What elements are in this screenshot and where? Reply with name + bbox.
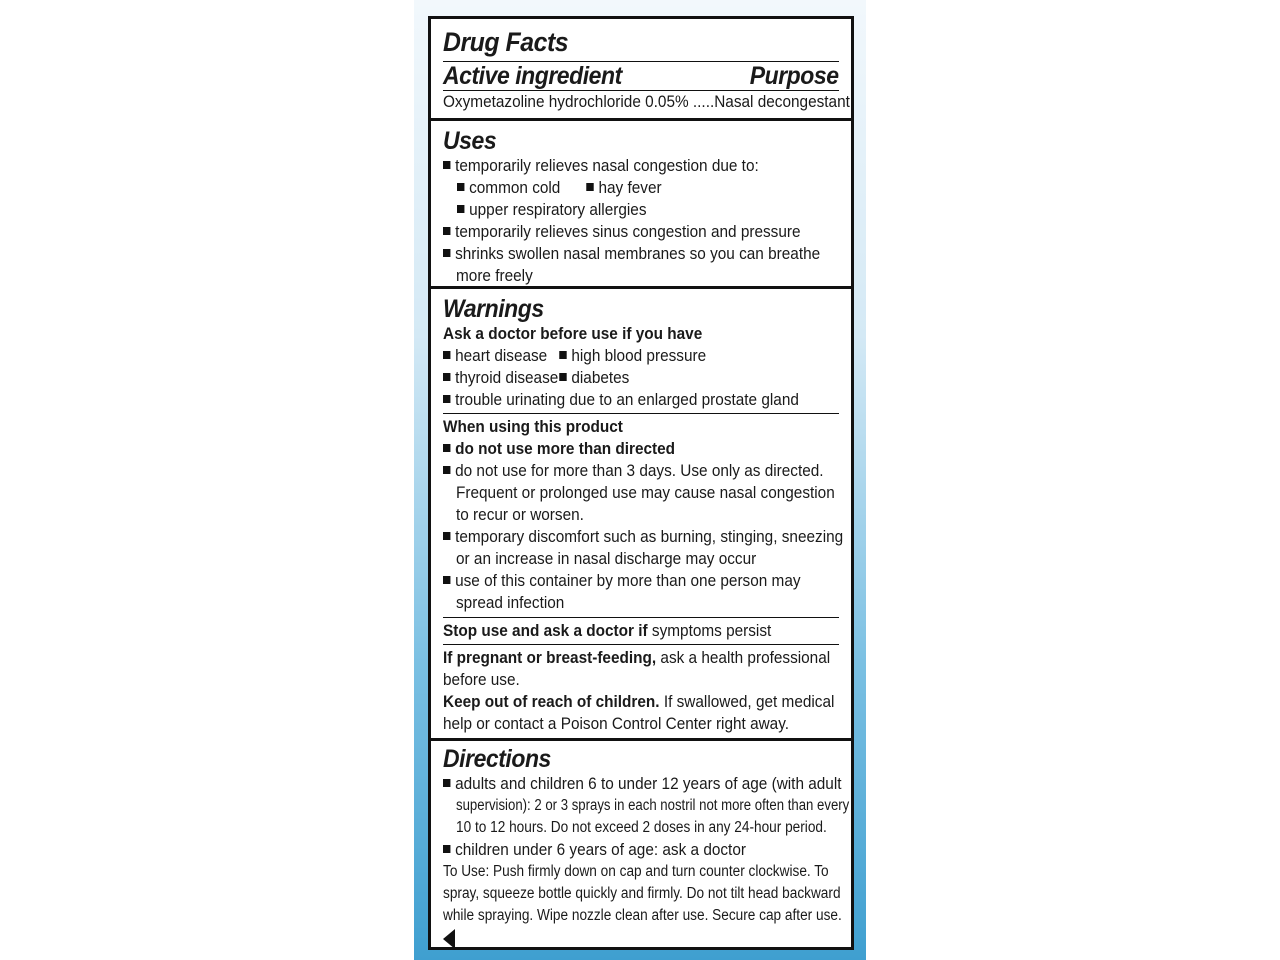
when-using-continuation: Frequent or prolonged use may cause nasal congestion bbox=[456, 484, 835, 502]
uses-item: temporarily relieves nasal congestion due to: bbox=[455, 157, 759, 175]
when-using-heading: When using this product bbox=[443, 418, 623, 436]
directions-heading: Directions bbox=[443, 745, 551, 773]
condition-item: heart disease bbox=[455, 347, 548, 365]
uses-sub-item: upper respiratory allergies bbox=[469, 201, 647, 219]
active-ingredient-section bbox=[431, 19, 851, 121]
drug-facts-title: Drug Facts bbox=[443, 27, 569, 57]
square-bullet-icon bbox=[443, 373, 450, 381]
to-use-text: spray, squeeze bottle quickly and firmly. Do not tilt head backward bbox=[443, 885, 841, 902]
condition-item: trouble urinating due to an enlarged prostate gland bbox=[455, 391, 799, 409]
square-bullet-icon bbox=[457, 205, 464, 213]
square-bullet-icon bbox=[443, 161, 450, 169]
warnings-divider bbox=[443, 644, 839, 645]
when-using-item: do not use for more than 3 days. Use only as directed. bbox=[455, 462, 824, 480]
square-bullet-icon bbox=[443, 227, 450, 235]
drug-facts-label bbox=[428, 16, 854, 950]
to-use-text: while spraying. Wipe nozzle clean after use. Secure cap after use. bbox=[443, 907, 842, 924]
directions-section bbox=[431, 741, 851, 947]
uses-item-continuation: more freely bbox=[456, 267, 533, 285]
uses-section bbox=[431, 121, 851, 289]
square-bullet-icon bbox=[443, 779, 450, 787]
keep-out-bold: Keep out of reach of children. bbox=[443, 693, 660, 711]
left-triangle-icon bbox=[443, 929, 455, 949]
when-using-item: use of this container by more than one person may bbox=[455, 572, 801, 590]
keep-out-text-continuation: help or contact a Poison Control Center right away. bbox=[443, 715, 790, 733]
keep-out-text: If swallowed, get medical bbox=[659, 693, 835, 711]
square-bullet-icon bbox=[443, 845, 450, 853]
square-bullet-icon bbox=[443, 351, 450, 359]
warnings-section bbox=[431, 289, 851, 741]
square-bullet-icon bbox=[457, 183, 464, 191]
pregnant-text: ask a health professional bbox=[656, 649, 831, 667]
directions-continuation: supervision): 2 or 3 sprays in each nostril not more often than every bbox=[456, 797, 850, 814]
uses-item: temporarily relieves sinus congestion and pressure bbox=[455, 223, 801, 241]
when-using-item: temporary discomfort such as burning, stinging, sneezing bbox=[455, 528, 844, 546]
square-bullet-icon bbox=[443, 395, 450, 403]
condition-item: thyroid disease bbox=[455, 369, 559, 387]
when-using-continuation: or an increase in nasal discharge may occur bbox=[456, 550, 757, 568]
directions-item: adults and children 6 to under 12 years of age (with adult bbox=[455, 775, 842, 793]
purpose-heading: Purpose bbox=[750, 62, 839, 90]
pregnant-bold: If pregnant or breast-feeding, bbox=[443, 649, 657, 667]
directions-item: children under 6 years of age: ask a doctor bbox=[455, 841, 746, 859]
uses-item: shrinks swollen nasal membranes so you can breathe bbox=[455, 245, 821, 263]
uses-sub-item: common cold bbox=[469, 179, 561, 197]
square-bullet-icon bbox=[586, 183, 593, 191]
warnings-divider bbox=[443, 413, 839, 414]
uses-heading: Uses bbox=[443, 127, 497, 155]
condition-item: diabetes bbox=[571, 369, 630, 387]
stop-use-bold: Stop use and ask a doctor if bbox=[443, 622, 648, 640]
ask-doctor-heading: Ask a doctor before use if you have bbox=[443, 325, 703, 343]
square-bullet-icon bbox=[443, 444, 450, 452]
square-bullet-icon bbox=[559, 351, 566, 359]
stop-use-text: symptoms persist bbox=[647, 622, 772, 640]
active-ingredient-heading: Active ingredient bbox=[443, 62, 622, 90]
active-ingredient-line: Oxymetazoline hydrochloride 0.05% .....Nasal decongestant bbox=[443, 93, 850, 111]
pregnant-text-continuation: before use. bbox=[443, 671, 520, 689]
warnings-heading: Warnings bbox=[443, 295, 544, 323]
warnings-divider bbox=[443, 617, 839, 618]
directions-continuation: 10 to 12 hours. Do not exceed 2 doses in any 24-hour period. bbox=[456, 819, 827, 836]
square-bullet-icon bbox=[443, 249, 450, 257]
square-bullet-icon bbox=[443, 576, 450, 584]
uses-sub-item: hay fever bbox=[598, 179, 662, 197]
to-use-text: To Use: Push firmly down on cap and turn counter clockwise. To bbox=[443, 863, 829, 880]
square-bullet-icon bbox=[443, 466, 450, 474]
when-using-item: do not use more than directed bbox=[455, 440, 676, 458]
when-using-continuation: to recur or worsen. bbox=[456, 506, 584, 524]
when-using-continuation: spread infection bbox=[456, 594, 565, 612]
square-bullet-icon bbox=[559, 373, 566, 381]
condition-item: high blood pressure bbox=[571, 347, 707, 365]
square-bullet-icon bbox=[443, 532, 450, 540]
